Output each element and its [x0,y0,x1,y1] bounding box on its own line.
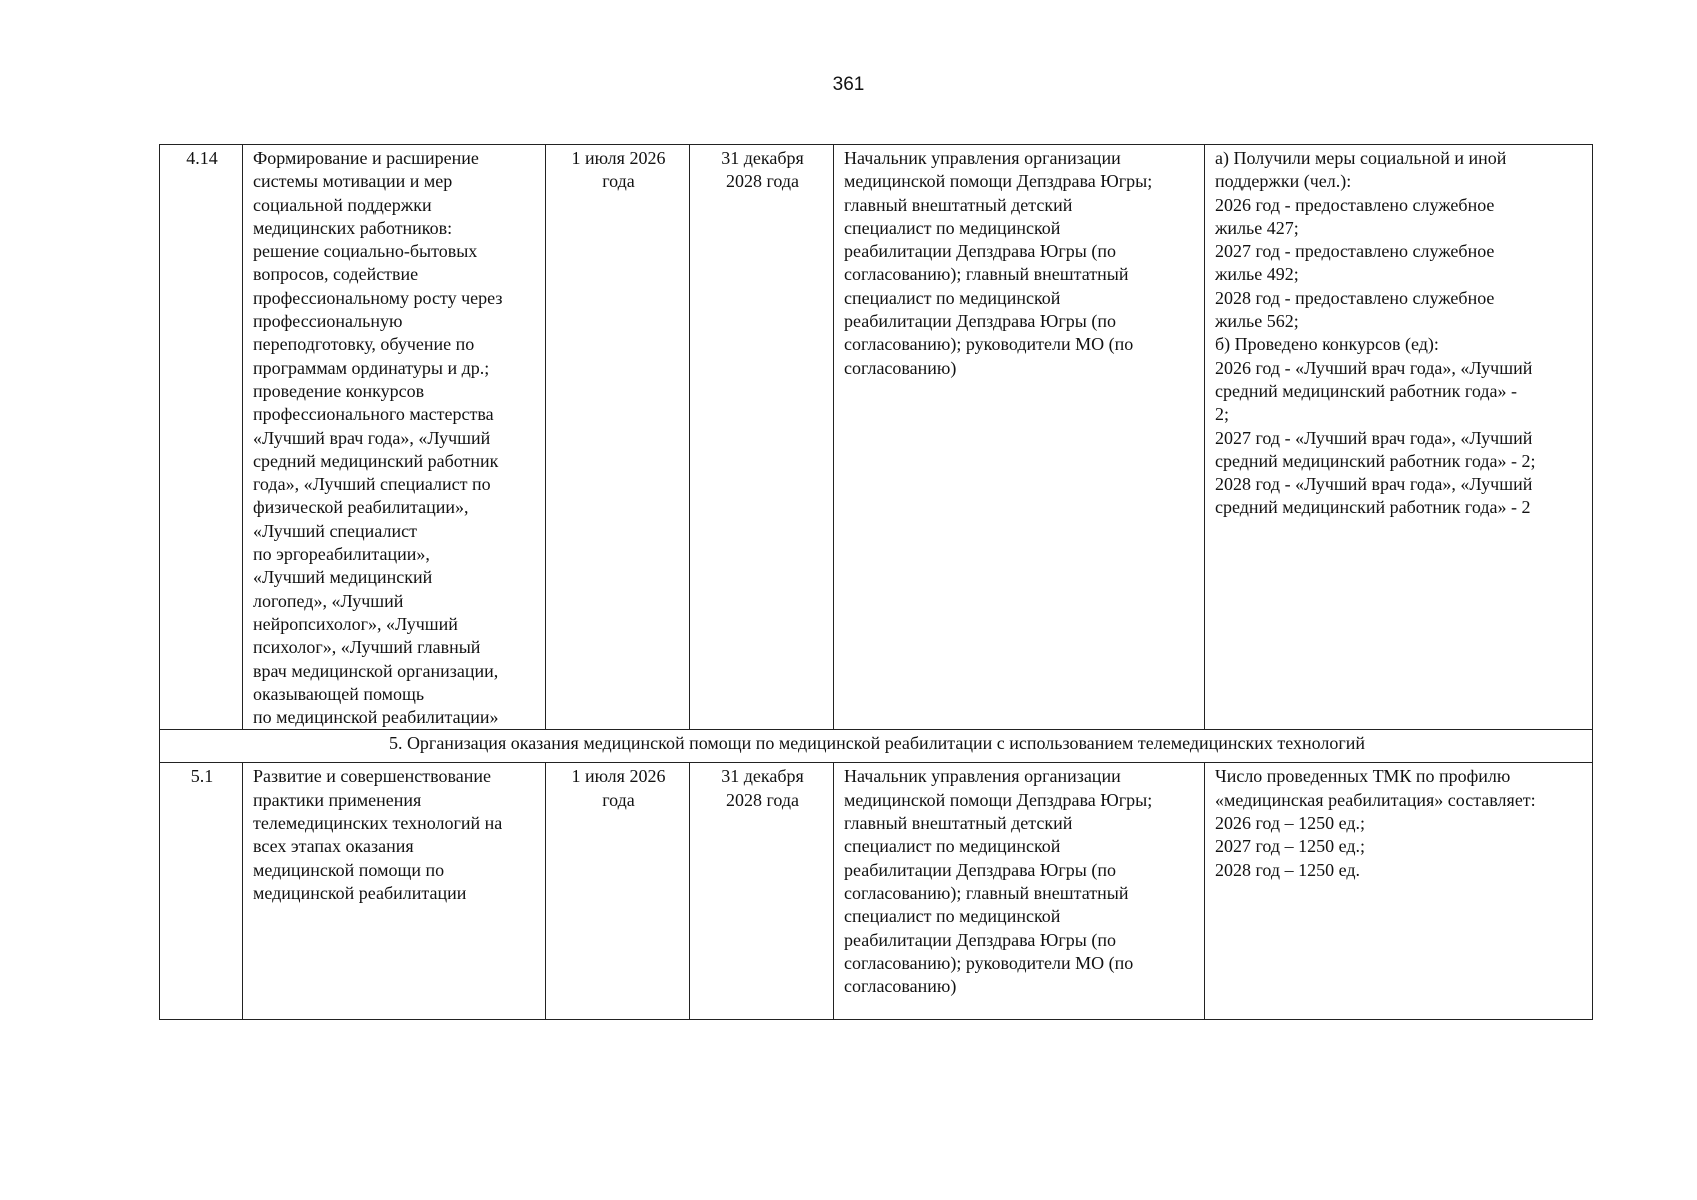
item-number: 4.14 [160,145,243,730]
measure-description: Развитие и совершенствование практики применения телемедицинских технологий на всех этапах оказания медицинской помощи по медицинской реабилитации [243,763,546,1020]
section-title: 5. Организация оказания медицинской помощи по медицинской реабилитации с использованием телемедицинских технологий [160,730,1593,763]
responsible-persons: Начальник управления организации медицинской помощи Депздрава Югры; главный внештатный детский специалист по медицинской реабилитации Депздрава Югры (по согласованию); главный внештатный специалист по медицинской реабилитации Депздрава Югры (по согласованию); руководители МО (по согласованию) [834,145,1205,730]
end-date: 31 декабря 2028 года [690,145,834,730]
section-header-row [160,730,1593,763]
measure-description: Формирование и расширение системы мотивации и мер социальной поддержки медицинских работников: решение социально-бытовых вопросов, содействие профессиональному росту через профессиональную переподготовку, обучение по программам ординатуры и др.; проведение конкурсов профессионального мастерства «Лучший врач года», «Лучший средний медицинский работник года», «Лучший специалист по физической реабилитации», «Лучший специалист по эргореабилитации», «Лучший медицинский логопед», «Лучший нейропсихолог», «Лучший психолог», «Лучший главный врач медицинской организации, оказывающей помощь по медицинской реабилитации» [243,145,546,730]
item-number: 5.1 [160,763,243,1020]
table-row [160,145,1593,730]
responsible-persons: Начальник управления организации медицинской помощи Депздрава Югры; главный внештатный детский специалист по медицинской реабилитации Депздрава Югры (по согласованию); главный внештатный специалист по медицинской реабилитации Депздрава Югры (по согласованию); руководители МО (по согласованию) [834,763,1205,1020]
start-date: 1 июля 2026 года [546,145,690,730]
page-number: 361 [832,74,865,95]
expected-result: Число проведенных ТМК по профилю «медицинская реабилитация» составляет: 2026 год – 1250 ед.; 2027 год – 1250 ед.; 2028 год – 1250 ед. [1205,763,1593,1020]
end-date: 31 декабря 2028 года [690,763,834,1020]
measures-table [159,144,1593,1020]
table-row [160,763,1593,1020]
start-date: 1 июля 2026 года [546,763,690,1020]
expected-result: а) Получили меры социальной и иной поддержки (чел.): 2026 год - предоставлено служебное жилье 427; 2027 год - предоставлено служебное жилье 492; 2028 год - предоставлено служебное жилье 562; б) Проведено конкурсов (ед): 2026 год - «Лучший врач года», «Лучший средний медицинский работник года» - 2; 2027 год - «Лучший врач года», «Лучший средний медицинский работник года» - 2; 2028 год - «Лучший врач года», «Лучший средний медицинский работник года» - 2 [1205,145,1593,730]
